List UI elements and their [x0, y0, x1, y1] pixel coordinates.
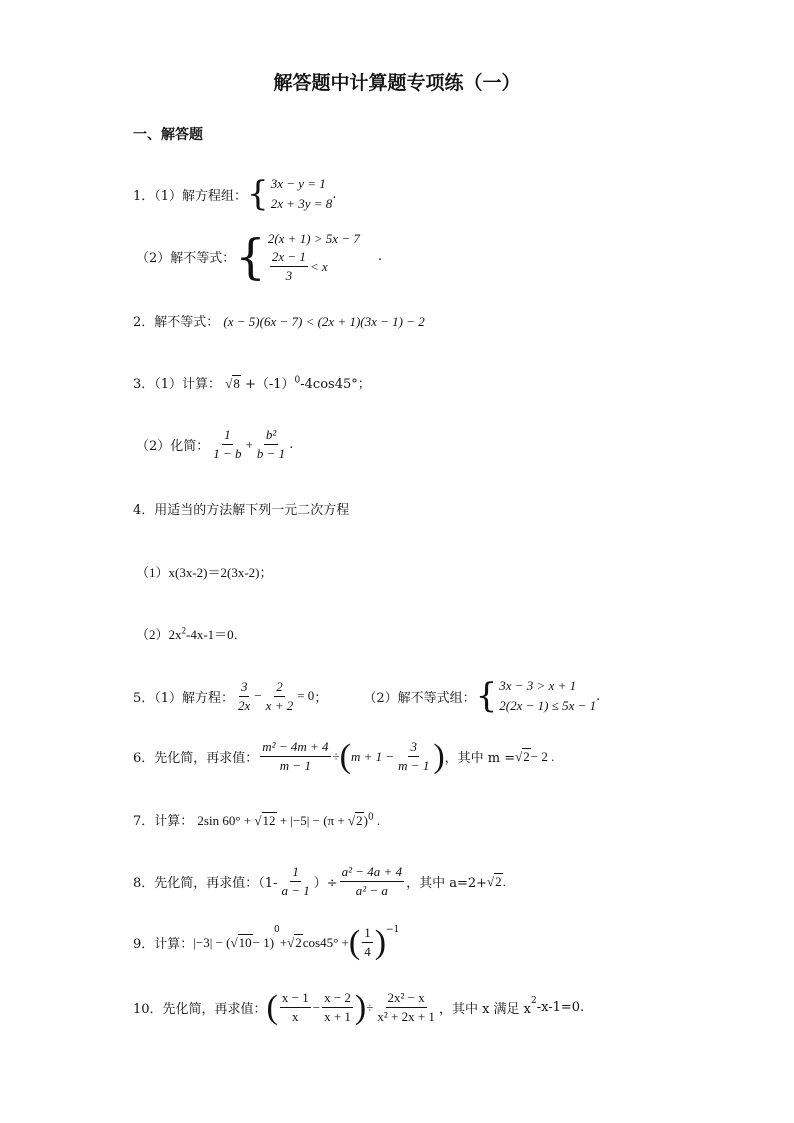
inequality-system	[235, 229, 360, 284]
fraction-numerator: 2x − 1	[270, 249, 308, 267]
fraction	[340, 864, 404, 899]
problem-3a: 3．（1）计算： $√8 +(-1)^0-4\cos 45^\circ$；	[133, 375, 371, 392]
equation-system	[247, 174, 332, 214]
fraction	[236, 679, 252, 714]
problem-4-label: 4．用适当的方法解下列一元二次方程	[133, 503, 350, 518]
plus-sign: +	[245, 436, 253, 452]
fraction-denominator: m − 1	[398, 758, 430, 773]
period: .	[332, 186, 337, 202]
fraction-numerator: x − 1	[280, 990, 311, 1008]
problem-6-label: 6．先化简，再求值：	[133, 751, 259, 766]
problem-2-label: 2．解不等式：	[133, 315, 220, 330]
problem-1a	[133, 174, 336, 214]
sqrt-radicand: 2	[523, 748, 530, 764]
fraction	[322, 990, 353, 1025]
fraction	[375, 990, 437, 1025]
fraction-numerator: 1	[290, 864, 301, 882]
left-paren: (	[266, 988, 278, 1026]
plus-sign: +	[279, 934, 288, 950]
fraction-denominator: m − 1	[279, 758, 311, 773]
problem-1b-label: （2）解不等式：	[136, 251, 236, 266]
problem-7: 7．计算： 2sin $60^\circ + √12 + |-5| - (\pi + √2)^0$ .	[133, 812, 381, 829]
where-clause: ，其中 a=2+	[406, 876, 488, 891]
period: .	[373, 813, 381, 828]
fraction	[280, 990, 311, 1025]
fraction	[270, 249, 308, 284]
system-line-2-tail: < x	[309, 258, 328, 274]
fraction	[362, 925, 373, 960]
problem-5b-label: （2）解不等式组：	[363, 690, 476, 706]
problem-7-label: 7．计算：	[133, 814, 194, 829]
section-heading: 一、解答题	[133, 127, 203, 143]
fraction-numerator: a² − 4a + 4	[340, 864, 404, 882]
period: .	[502, 873, 506, 889]
fraction-denominator: 1 − b	[213, 446, 242, 461]
right-paren: )	[363, 813, 368, 828]
fraction-denominator: x	[292, 1009, 299, 1024]
right-paren: )	[433, 737, 445, 775]
expr-part: -4cos45°；	[300, 377, 371, 392]
fraction-numerator: 2x² − x	[386, 990, 427, 1008]
sqrt-radicand: 10	[238, 934, 252, 950]
left-brace: {	[475, 676, 498, 716]
problem-1a-label: 1．（1）解方程组：	[133, 188, 248, 204]
expr-part: + |−5| − (π +	[276, 813, 348, 828]
fraction	[264, 679, 296, 714]
fraction-denominator: 3	[285, 268, 293, 283]
problem-2	[133, 311, 425, 330]
fraction	[255, 427, 287, 462]
expr-part: m + 1 −	[350, 748, 395, 764]
problem-4b	[136, 624, 247, 643]
fraction-denominator: a − 1	[281, 883, 310, 898]
exponent: 2	[531, 996, 537, 1006]
expr-part: cos45° +	[302, 934, 349, 950]
problem-9-label: 9．计算：	[133, 937, 194, 952]
fraction	[279, 864, 311, 899]
fraction-numerator: 1	[222, 427, 233, 445]
expr-part: |−3| − (	[193, 934, 231, 950]
expr-part: 2sin 60° +	[197, 813, 255, 828]
expr-part: （2）2x	[136, 627, 182, 642]
problem-10-label: 10．先化简，再求值：	[133, 1002, 267, 1017]
period: .	[596, 688, 601, 704]
exponent: 0	[367, 812, 374, 823]
fraction-denominator: x² + 2x + 1	[377, 1009, 435, 1024]
problem-3b	[136, 427, 293, 462]
problem-8-label: 8．先化简，再求值：（1-	[133, 876, 278, 891]
sqrt-radicand: 8	[233, 376, 240, 391]
expr-part: -4x-1＝0．	[186, 627, 247, 642]
system-line-1: 3x − 3 > x + 1	[499, 678, 577, 693]
problem-4a: （1）x(3x-2)＝2(3x-2)；	[136, 565, 273, 580]
sqrt-radicand: 2	[295, 934, 302, 950]
inequality-system	[476, 676, 597, 716]
expr-part: − 1)	[252, 934, 275, 950]
problem-1b	[136, 229, 382, 284]
where-clause: ，其中 m =	[444, 751, 516, 766]
left-paren: (	[348, 923, 361, 961]
equals-zero: = 0	[297, 688, 315, 703]
sqrt-radicand: 12	[262, 813, 276, 828]
fraction-numerator: 3	[239, 679, 250, 697]
exponent: −1	[386, 925, 400, 935]
fraction-denominator: 2x	[238, 697, 251, 713]
fraction-denominator: x + 1	[324, 1009, 351, 1024]
fraction	[396, 739, 431, 774]
problem-3a-label: 3．（1）计算：	[133, 377, 222, 392]
minus-sign: −	[254, 688, 262, 703]
problem-3b-label: （2）化简：	[136, 439, 210, 454]
sqrt-radicand: 2	[495, 873, 502, 889]
system-line-2: 2(2x − 1) ≤ 5x − 1	[499, 698, 597, 713]
right-paren: )	[354, 988, 367, 1026]
left-paren: (	[339, 737, 351, 775]
minus-sign: −	[312, 999, 321, 1015]
where-clause: ，其中 x 满足 x	[438, 1002, 531, 1017]
fraction-numerator: m² − 4m + 4	[260, 739, 330, 757]
fraction-denominator: 4	[364, 944, 371, 959]
problem-6: 6．先化简，再求值： $\frac{\text{m² − 4m + 4}}{m - 1}$ ÷ ( m + 1 − $\frac{3}{m - 1}$ ) ，其中 m = √2 − 2 .	[133, 737, 555, 775]
divide-sign: ÷	[366, 999, 374, 1015]
page-title: 解答题中计算题专项练（一）	[273, 72, 521, 94]
left-brace: {	[235, 228, 266, 285]
sqrt-radicand: 2	[356, 813, 363, 828]
problem-5	[133, 676, 600, 716]
problem-10	[133, 990, 584, 1025]
exponent: 0	[294, 375, 301, 386]
fraction-numerator: 3	[408, 739, 419, 757]
expr-part: ）÷	[313, 876, 338, 891]
system-line-2: 2x + 3y = 8	[270, 196, 333, 211]
expr-part: -x-1=0.	[536, 1000, 585, 1015]
system-line-1: 3x − y = 1	[270, 176, 326, 191]
fraction-denominator: x + 2	[265, 697, 294, 713]
exponent: 2	[181, 625, 187, 636]
fraction-denominator: b − 1	[256, 446, 286, 461]
problem-5-label: 5．（1）解方程：	[133, 690, 235, 706]
problem-8: 8．先化简，再求值：（1- $\frac{1}{a - 1}$ ）÷ $\frac{\text{a² − 4a + 4}}{\text{a² − a}}$ ，其中 a=2+ √2 .	[133, 864, 506, 898]
period: .	[289, 437, 294, 452]
inequality-expression: (x − 5)(6x − 7) < (2x + 1)(3x − 1) − 2	[223, 314, 425, 329]
fraction-numerator: 2	[274, 679, 285, 697]
expr-part: − 2 .	[530, 748, 555, 764]
fraction-numerator: x − 2	[322, 990, 353, 1008]
fraction	[260, 739, 330, 774]
left-brace: {	[247, 174, 269, 214]
fraction	[211, 427, 243, 462]
problem-9: 9．计算： |−3| − ( √10 − 1) $^0$ + √2 cos45° + ( $\frac{1}{4}$ ) $^{-1}$	[133, 923, 400, 961]
expr-part: +（-1）	[244, 377, 295, 392]
fraction-numerator: 1	[362, 925, 373, 943]
right-paren: )	[374, 923, 387, 961]
separator: ；	[314, 690, 328, 706]
exponent: 0	[274, 925, 280, 935]
fraction-numerator: b²	[264, 427, 278, 445]
fraction-denominator: a² − a	[355, 883, 388, 898]
divide-sign: ÷	[332, 748, 340, 764]
system-line-1: 2(x + 1) > 5x − 7	[267, 231, 360, 246]
period: .	[377, 249, 382, 264]
